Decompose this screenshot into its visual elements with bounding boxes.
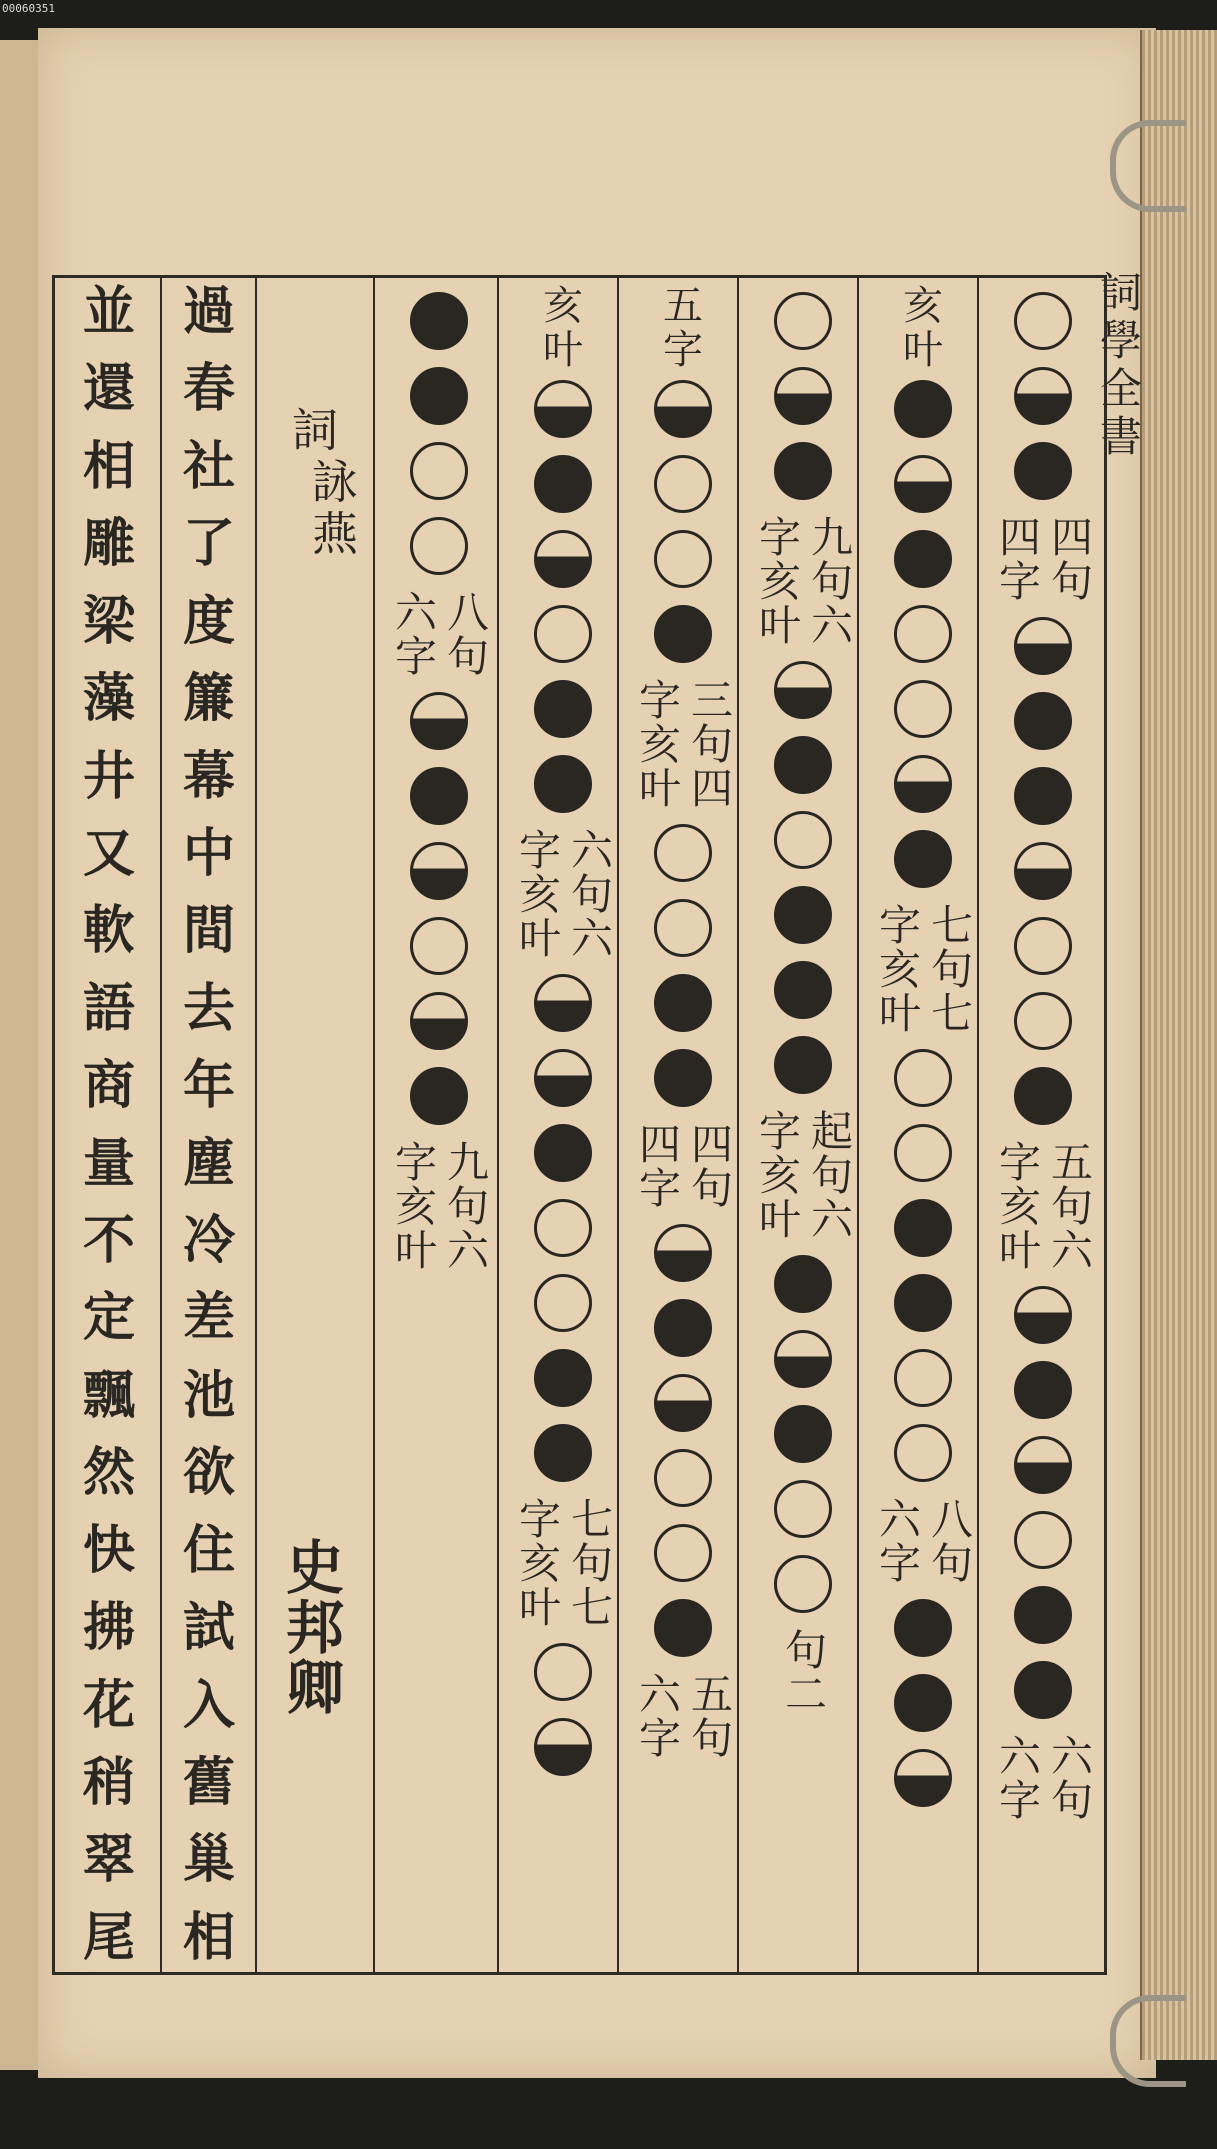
lyric-char: 商 bbox=[82, 1055, 135, 1117]
level-tone-mark bbox=[774, 1555, 832, 1613]
level-tone-mark bbox=[654, 1449, 712, 1507]
lyric-char: 冷 bbox=[182, 1210, 235, 1272]
oblique-tone-mark bbox=[410, 767, 468, 825]
flexible-tone-mark bbox=[654, 1374, 712, 1432]
level-tone-mark bbox=[534, 1274, 592, 1332]
annotation-line: 字亥叶 bbox=[753, 515, 802, 647]
oblique-tone-mark bbox=[654, 1599, 712, 1657]
flexible-tone-mark bbox=[894, 455, 952, 513]
oblique-tone-mark bbox=[654, 605, 712, 663]
lyric-char: 巢 bbox=[182, 1829, 235, 1891]
annotation-line: 四字 bbox=[633, 1122, 682, 1210]
title-char: 燕 bbox=[312, 507, 358, 561]
oblique-tone-mark bbox=[410, 367, 468, 425]
flexible-tone-mark bbox=[1014, 1286, 1072, 1344]
binding-clip-bottom bbox=[1110, 1995, 1186, 2087]
annotation-line: 四字 bbox=[993, 515, 1042, 603]
annotation-line: 六字 bbox=[873, 1497, 922, 1585]
lyric-char: 梁 bbox=[82, 590, 135, 652]
annotation-line: 五句 bbox=[685, 1672, 734, 1760]
level-tone-mark bbox=[654, 530, 712, 588]
flexible-tone-mark bbox=[894, 755, 952, 813]
column-rule bbox=[160, 278, 162, 1972]
flexible-tone-mark bbox=[774, 1330, 832, 1388]
flexible-tone-mark bbox=[534, 530, 592, 588]
margin-label: 詞學全書 bbox=[1094, 270, 1143, 462]
annotation-line: 六字 bbox=[389, 590, 438, 678]
flexible-tone-mark bbox=[534, 974, 592, 1032]
rhyme-label: 五 bbox=[663, 283, 703, 329]
level-tone-mark bbox=[774, 811, 832, 869]
level-tone-mark bbox=[894, 1349, 952, 1407]
pattern-column bbox=[745, 284, 861, 1966]
annotation-line: 九句六 bbox=[805, 515, 854, 647]
oblique-tone-mark bbox=[774, 442, 832, 500]
oblique-tone-mark bbox=[774, 961, 832, 1019]
column-rule bbox=[497, 278, 499, 1972]
lyric-char: 了 bbox=[182, 513, 235, 575]
level-tone-mark bbox=[654, 1524, 712, 1582]
annotation-note bbox=[748, 515, 858, 647]
flexible-tone-mark bbox=[534, 1049, 592, 1107]
annotation-line: 六字 bbox=[633, 1672, 682, 1760]
lyric-char: 度 bbox=[182, 590, 235, 652]
oblique-tone-mark bbox=[534, 680, 592, 738]
oblique-tone-mark bbox=[410, 1067, 468, 1125]
oblique-tone-mark bbox=[654, 974, 712, 1032]
lyric-char: 試 bbox=[182, 1597, 235, 1659]
flexible-tone-mark bbox=[410, 842, 468, 900]
catalog-number: 00060351 bbox=[2, 2, 55, 15]
oblique-tone-mark bbox=[1014, 1361, 1072, 1419]
flexible-tone-mark bbox=[1014, 1436, 1072, 1494]
pattern-column bbox=[505, 284, 621, 1966]
level-tone-mark bbox=[534, 1643, 592, 1701]
oblique-tone-mark bbox=[774, 886, 832, 944]
annotation-line: 六字 bbox=[993, 1734, 1042, 1822]
lyric-char: 不 bbox=[82, 1210, 135, 1272]
rhyme-label: 叶 bbox=[903, 327, 943, 373]
lyric-char: 快 bbox=[82, 1519, 135, 1581]
lyric-char: 並 bbox=[82, 281, 135, 342]
level-tone-mark bbox=[654, 899, 712, 957]
annotation-note bbox=[988, 1734, 1098, 1822]
column-rule bbox=[255, 278, 257, 1972]
level-tone-mark bbox=[1014, 1511, 1072, 1569]
flexible-tone-mark bbox=[654, 1224, 712, 1282]
oblique-tone-mark bbox=[1014, 767, 1072, 825]
lyric-char: 尾 bbox=[82, 1906, 135, 1968]
lyric-char: 間 bbox=[182, 900, 235, 962]
lyric-char: 簾 bbox=[182, 668, 235, 730]
oblique-tone-mark bbox=[534, 755, 592, 813]
level-tone-mark bbox=[654, 824, 712, 882]
annotation-note bbox=[748, 1628, 858, 1716]
annotation-line: 六句 bbox=[1045, 1734, 1094, 1822]
oblique-tone-mark bbox=[894, 1274, 952, 1332]
flexible-tone-mark bbox=[774, 367, 832, 425]
title-char: 詞 bbox=[292, 403, 338, 457]
lyric-char: 然 bbox=[82, 1442, 135, 1504]
author-char: 史 bbox=[285, 1534, 344, 1602]
annotation-line: 起句六 bbox=[805, 1109, 854, 1241]
level-tone-mark bbox=[774, 292, 832, 350]
pattern-column bbox=[625, 284, 741, 1966]
annotation-line: 四句 bbox=[1045, 515, 1094, 603]
level-tone-mark bbox=[410, 442, 468, 500]
author-char: 卿 bbox=[285, 1654, 344, 1722]
annotation-note bbox=[748, 1109, 858, 1241]
flexible-tone-mark bbox=[534, 380, 592, 438]
lyric-char: 相 bbox=[82, 435, 135, 497]
annotation-line: 七句七 bbox=[565, 1497, 614, 1629]
annotation-line: 七句七 bbox=[925, 903, 974, 1035]
rhyme-label: 亥 bbox=[903, 283, 943, 329]
level-tone-mark bbox=[654, 455, 712, 513]
annotation-line: 字亥叶 bbox=[513, 1497, 562, 1629]
level-tone-mark bbox=[410, 517, 468, 575]
oblique-tone-mark bbox=[410, 292, 468, 350]
level-tone-mark bbox=[894, 1124, 952, 1182]
level-tone-mark bbox=[894, 1049, 952, 1107]
flexible-tone-mark bbox=[1014, 617, 1072, 675]
level-tone-mark bbox=[1014, 292, 1072, 350]
text-frame bbox=[52, 275, 1107, 1975]
lyric-char: 過 bbox=[182, 281, 235, 342]
annotation-line: 句二 bbox=[779, 1628, 828, 1716]
annotation-note bbox=[508, 1497, 618, 1629]
lyric-char: 翠 bbox=[82, 1829, 135, 1891]
annotation-note bbox=[868, 1497, 978, 1585]
annotation-line: 字亥叶 bbox=[873, 903, 922, 1035]
annotation-line: 六句六 bbox=[565, 828, 614, 960]
oblique-tone-mark bbox=[534, 1349, 592, 1407]
lyric-char: 塵 bbox=[182, 1132, 235, 1194]
lyric-char: 中 bbox=[182, 822, 235, 884]
lyric-column bbox=[163, 281, 255, 1968]
annotation-note bbox=[868, 903, 978, 1035]
flexible-tone-mark bbox=[534, 1718, 592, 1776]
level-tone-mark bbox=[894, 605, 952, 663]
level-tone-mark bbox=[894, 1424, 952, 1482]
pattern-column bbox=[865, 284, 981, 1966]
oblique-tone-mark bbox=[1014, 442, 1072, 500]
oblique-tone-mark bbox=[1014, 1586, 1072, 1644]
lyric-char: 量 bbox=[82, 1132, 135, 1194]
annotation-line: 八句 bbox=[441, 590, 490, 678]
oblique-tone-mark bbox=[774, 1036, 832, 1094]
level-tone-mark bbox=[534, 1199, 592, 1257]
oblique-tone-mark bbox=[894, 1199, 952, 1257]
oblique-tone-mark bbox=[534, 455, 592, 513]
lyric-char: 飄 bbox=[82, 1364, 135, 1426]
oblique-tone-mark bbox=[1014, 1067, 1072, 1125]
annotation-line: 四句 bbox=[685, 1122, 734, 1210]
pattern-column bbox=[381, 284, 497, 1966]
lyric-char: 幕 bbox=[182, 745, 235, 807]
flexible-tone-mark bbox=[1014, 367, 1072, 425]
lyric-char: 定 bbox=[82, 1287, 135, 1349]
author-char: 邦 bbox=[285, 1594, 344, 1662]
lyric-column bbox=[63, 281, 155, 1968]
lyric-char: 還 bbox=[82, 358, 135, 420]
oblique-tone-mark bbox=[894, 830, 952, 888]
oblique-tone-mark bbox=[1014, 1661, 1072, 1719]
flexible-tone-mark bbox=[774, 661, 832, 719]
lyric-char: 年 bbox=[182, 1055, 235, 1117]
oblique-tone-mark bbox=[894, 1599, 952, 1657]
rhyme-label: 叶 bbox=[543, 327, 583, 373]
column-rule bbox=[373, 278, 375, 1972]
annotation-line: 字亥叶 bbox=[993, 1140, 1042, 1272]
flexible-tone-mark bbox=[410, 992, 468, 1050]
binding-clip-top bbox=[1110, 120, 1186, 212]
oblique-tone-mark bbox=[774, 1255, 832, 1313]
lyric-char: 藻 bbox=[82, 668, 135, 730]
oblique-tone-mark bbox=[894, 530, 952, 588]
level-tone-mark bbox=[1014, 917, 1072, 975]
lyric-char: 社 bbox=[182, 435, 235, 497]
oblique-tone-mark bbox=[894, 380, 952, 438]
rhyme-label: 字 bbox=[663, 327, 703, 373]
level-tone-mark bbox=[894, 680, 952, 738]
oblique-tone-mark bbox=[1014, 692, 1072, 750]
annotation-line: 八句 bbox=[925, 1497, 974, 1585]
level-tone-mark bbox=[534, 605, 592, 663]
annotation-line: 字亥叶 bbox=[513, 828, 562, 960]
lyric-char: 春 bbox=[182, 358, 235, 420]
lyric-char: 雕 bbox=[82, 513, 135, 575]
lyric-char: 欲 bbox=[182, 1442, 235, 1504]
lyric-char: 住 bbox=[182, 1519, 235, 1581]
title-char: 詠 bbox=[312, 455, 358, 509]
lyric-char: 相 bbox=[182, 1906, 235, 1968]
flexible-tone-mark bbox=[1014, 842, 1072, 900]
lyric-char: 去 bbox=[182, 977, 235, 1039]
annotation-note bbox=[384, 1140, 494, 1272]
rhyme-label: 亥 bbox=[543, 283, 583, 329]
oblique-tone-mark bbox=[774, 1405, 832, 1463]
level-tone-mark bbox=[774, 1480, 832, 1538]
level-tone-mark bbox=[410, 917, 468, 975]
lyric-char: 入 bbox=[182, 1674, 235, 1736]
flexible-tone-mark bbox=[410, 692, 468, 750]
annotation-note bbox=[628, 678, 738, 810]
annotation-line: 三句四 bbox=[685, 678, 734, 810]
lyric-char: 舊 bbox=[182, 1752, 235, 1814]
oblique-tone-mark bbox=[534, 1424, 592, 1482]
oblique-tone-mark bbox=[534, 1124, 592, 1182]
flexible-tone-mark bbox=[894, 1749, 952, 1807]
lyric-char: 差 bbox=[182, 1287, 235, 1349]
stacked-page-edges bbox=[1140, 30, 1217, 2060]
level-tone-mark bbox=[1014, 992, 1072, 1050]
lyric-char: 池 bbox=[182, 1364, 235, 1426]
lyric-char: 稍 bbox=[82, 1752, 135, 1814]
lyric-char: 語 bbox=[82, 977, 135, 1039]
oblique-tone-mark bbox=[774, 736, 832, 794]
annotation-line: 字亥叶 bbox=[389, 1140, 438, 1272]
oblique-tone-mark bbox=[894, 1674, 952, 1732]
annotation-line: 字亥叶 bbox=[753, 1109, 802, 1241]
annotation-note bbox=[988, 1140, 1098, 1272]
lyric-char: 軟 bbox=[82, 900, 135, 962]
oblique-tone-mark bbox=[654, 1299, 712, 1357]
oblique-tone-mark bbox=[654, 1049, 712, 1107]
flexible-tone-mark bbox=[654, 380, 712, 438]
annotation-note bbox=[628, 1672, 738, 1760]
lyric-char: 又 bbox=[82, 822, 135, 884]
lyric-char: 井 bbox=[82, 745, 135, 807]
annotation-note bbox=[508, 828, 618, 960]
author-column bbox=[260, 1534, 370, 1966]
lyric-char: 花 bbox=[82, 1674, 135, 1736]
annotation-line: 五句六 bbox=[1045, 1140, 1094, 1272]
annotation-note bbox=[628, 1122, 738, 1210]
annotation-line: 字亥叶 bbox=[633, 678, 682, 810]
pattern-column bbox=[985, 284, 1101, 1966]
lyric-char: 拂 bbox=[82, 1597, 135, 1659]
annotation-note bbox=[384, 590, 494, 678]
annotation-line: 九句六 bbox=[441, 1140, 490, 1272]
annotation-note bbox=[988, 515, 1098, 603]
